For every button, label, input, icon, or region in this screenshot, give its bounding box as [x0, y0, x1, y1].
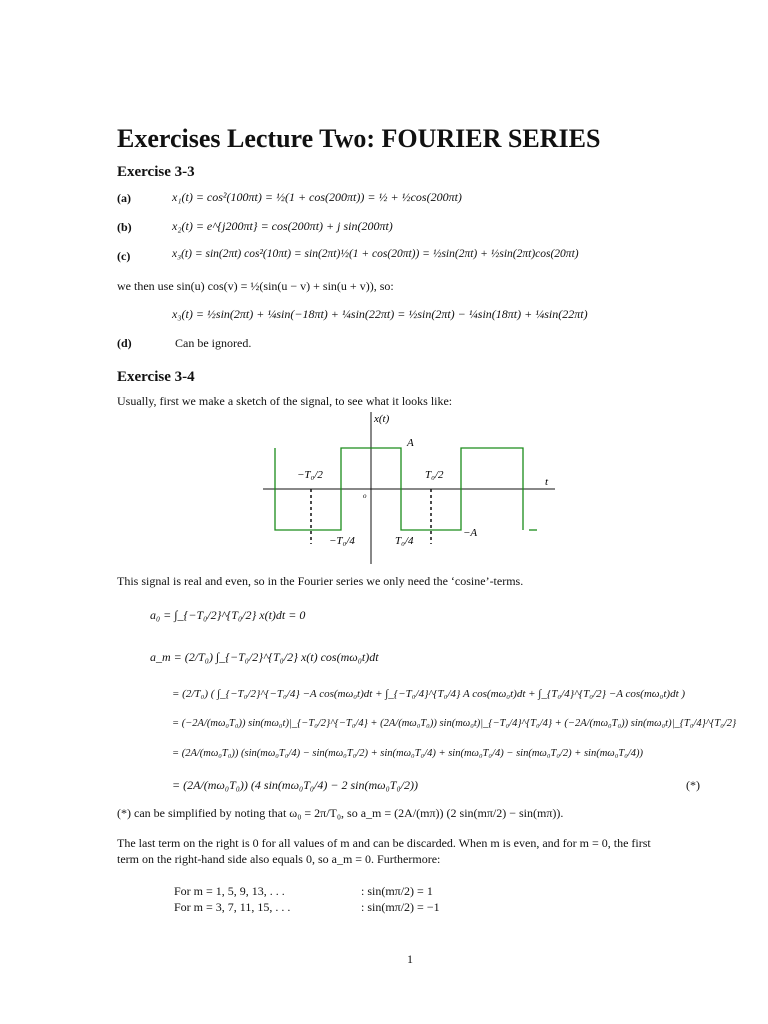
origin-label: o — [363, 492, 367, 500]
case-1-value: : sin(mπ/2) = 1 — [361, 884, 433, 898]
part-b-label: (b) — [117, 220, 132, 234]
case-2-condition: For m = 3, 7, 11, 15, . . . — [174, 900, 291, 914]
x3-result-equation: x₃(t) = ½sin(2πt) + ¼sin(−18πt) + ¼sin(22πt) = ½sin(2πt) − ¼sin(18πt) + ¼sin(22πt) — [172, 307, 588, 321]
part-c-equation: x₃(t) = sin(2πt) cos²(10πt) = sin(2πt)½(1 + cos(20πt)) = ½sin(2πt) + ½sin(2πt)cos(20πt) — [172, 248, 579, 260]
square-wave-sketch — [255, 408, 565, 568]
neg-half-label: −T₀/2 — [297, 469, 323, 481]
part-d-label: (d) — [117, 336, 132, 350]
real-even-text: This signal is real and even, so in the Fourier series we only need the ‘cosine’-terms. — [117, 574, 524, 588]
discard-paragraph-line-1: The last term on the right is 0 for all values of m and can be discarded. When m is even, and for m = 0, the first — [117, 836, 651, 850]
am-step-1: = (2/T₀) ( ∫_{−T₀/2}^{−T₀/4} −A cos(mω₀t)dt + ∫_{−T₀/4}^{T₀/4} A cos(mω₀t)dt + ∫_{T₀/4}^{T₀/2} −A cos(mω₀t)dt ) — [172, 688, 686, 700]
identity-text: we then use sin(u) cos(v) = ½(sin(u − v) + sin(u + v)), so: — [117, 279, 394, 293]
neg-amplitude-label: −A — [463, 527, 478, 539]
case-1-condition: For m = 1, 5, 9, 13, . . . — [174, 884, 285, 898]
pos-half-label: T₀/2 — [425, 469, 444, 481]
part-c-label: (c) — [117, 249, 131, 263]
star-marker: (*) — [686, 778, 700, 792]
part-a-equation: x₁(t) = cos²(100πt) = ½(1 + cos(200πt)) = ½ + ½cos(200πt) — [172, 190, 462, 204]
a0-equation: a₀ = ∫_{−T₀/2}^{T₀/2} x(t)dt = 0 — [150, 608, 306, 622]
part-b-equation: x₂(t) = e^{j200πt} = cos(200πt) + j sin(200πt) — [172, 219, 393, 233]
neg-quarter-label: −T₀/4 — [329, 535, 355, 547]
exercise-3-4-heading: Exercise 3-4 — [117, 369, 195, 385]
sketch-intro-text: Usually, first we make a sketch of the signal, to see what it looks like: — [117, 394, 453, 408]
case-2-value: : sin(mπ/2) = −1 — [361, 900, 440, 914]
discard-paragraph-line-2: term on the right-hand side also equals 0, so a_m = 0. Furthermore: — [117, 852, 441, 866]
am-step-3: = (2A/(mω₀T₀)) (sin(mω₀T₀/4) − sin(mω₀T₀/2) + sin(mω₀T₀/4) + sin(mω₀T₀/4) − sin(mω₀T₀/2) + sin(mω₀T₀/4)) — [172, 748, 644, 759]
page-title: Exercises Lecture Two: FOURIER SERIES — [117, 124, 601, 153]
y-axis-label: x(t) — [374, 413, 390, 425]
exercise-3-3-heading: Exercise 3-3 — [117, 164, 195, 180]
page-number: 1 — [407, 952, 413, 966]
amplitude-label: A — [407, 437, 414, 449]
simplify-text: (*) can be simplified by noting that ω₀ = 2π/T₀, so a_m = (2A/(mπ)) (2 sin(mπ/2) − sin(mπ)). — [117, 806, 564, 820]
am-step-2: = (−2A/(mω₀T₀)) sin(mω₀t)|_{−T₀/2}^{−T₀/4} + (2A/(mω₀T₀)) sin(mω₀t)|_{−T₀/4}^{T₀/4} + (−2A/(mω₀T₀)) sin(mω₀t)|_{T₀/4}^{T₀/2} — [172, 718, 737, 729]
part-d-text: Can be ignored. — [175, 336, 252, 350]
am-definition: a_m = (2/T₀) ∫_{−T₀/2}^{T₀/2} x(t) cos(mω₀t)dt — [150, 650, 379, 664]
am-step-4: = (2A/(mω₀T₀)) (4 sin(mω₀T₀/4) − 2 sin(mω₀T₀/2)) — [172, 778, 418, 792]
part-a-label: (a) — [117, 191, 131, 205]
pos-quarter-label: T₀/4 — [395, 535, 414, 547]
t-axis-label: t — [545, 476, 549, 488]
